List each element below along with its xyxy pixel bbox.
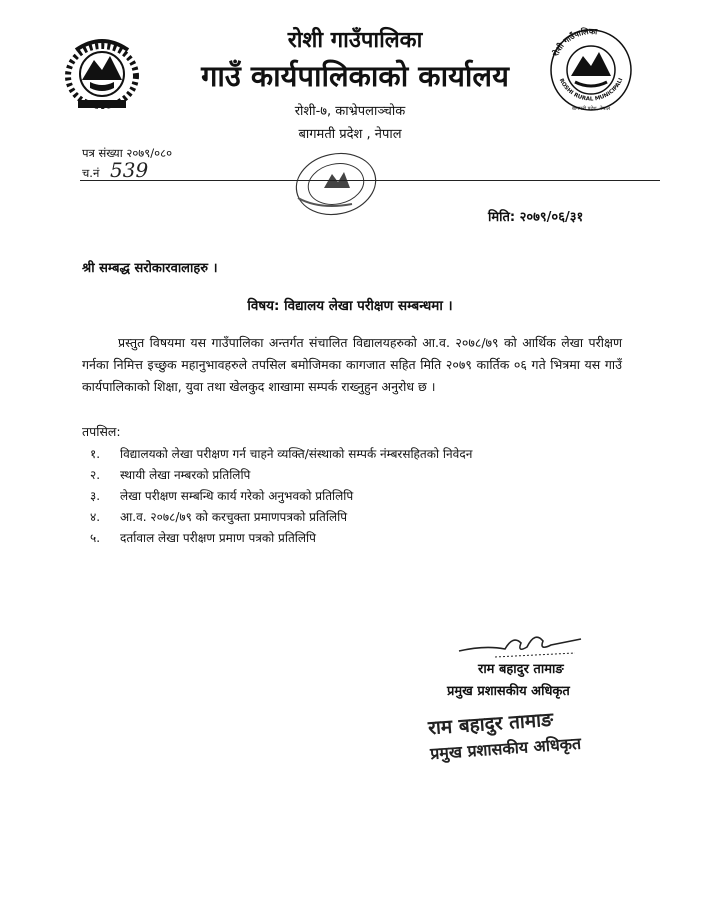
list-item bbox=[90, 465, 472, 486]
subject-line: विषय: विद्यालय लेखा परीक्षण सम्बन्धमा । bbox=[247, 298, 453, 314]
attachments-title: तपसिल: bbox=[82, 424, 121, 439]
municipality-logo bbox=[545, 20, 637, 114]
list-item-number: १. bbox=[90, 447, 101, 461]
office-stamp bbox=[290, 148, 382, 218]
list-item-text: आ.व. २०७८/७९ को करचुक्ता प्रमाणपत्रको प्रतिलिपि bbox=[120, 510, 348, 524]
right-logo-bottom-text: ROSHI RURAL MUNICIPALI bbox=[557, 77, 625, 103]
title-seal: प्रमुख प्रशासकीय अधिकृत bbox=[429, 733, 582, 764]
dispatch-label: च.नं bbox=[82, 166, 100, 180]
list-item-number: ३. bbox=[90, 489, 101, 503]
list-item bbox=[90, 486, 472, 507]
list-item bbox=[90, 444, 472, 465]
right-logo-top-text: रोशी गाउँपालिका bbox=[551, 26, 598, 58]
list-item bbox=[90, 528, 472, 549]
letter-number: पत्र संख्या २०७९/०८० bbox=[82, 146, 173, 160]
right-logo-small-text: बागमती प्रदेश, नेपाल bbox=[571, 106, 611, 112]
recipient: श्री सम्बद्ध सरोकारवालाहरु । bbox=[82, 261, 218, 276]
office-name: रोशी गाउँपालिका bbox=[287, 28, 423, 53]
letter-date: मिति: २०७९/०६/३१ bbox=[488, 210, 584, 225]
attachments-list bbox=[90, 444, 472, 549]
government-emblem-logo bbox=[58, 30, 146, 114]
list-item bbox=[90, 507, 472, 528]
list-item-text: स्थायी लेखा नम्बरको प्रतिलिपि bbox=[120, 468, 251, 482]
list-item-number: ४. bbox=[90, 510, 101, 524]
body-paragraph: प्रस्तुत विषयमा यस गाउँपालिका अन्तर्गत संचालित विद्यालयहरुको आ.व. २०७८/७९ को आर्थिक लेखा परीक्षण गर्नका निमित्त इच्छुक महानुभावहरुले तपसिल बमोजिमका कागजात सहित मिति २०७९ कार्तिक ०६ गते भित्रमा यस गाउँ कार्यपालिकाको शिक्षा, युवा तथा खेलकुद शाखामा सम्पर्क राख्नुहुन अनुरोध छ । bbox=[82, 335, 622, 394]
list-item-text: दर्तावाल लेखा परीक्षण प्रमाण पत्रको प्रतिलिपि bbox=[120, 531, 316, 545]
address-line-2: बागमती प्रदेश , नेपाल bbox=[298, 127, 402, 142]
list-item-number: २. bbox=[90, 468, 101, 482]
address-line-1: रोशी-७, काभ्रेपलाञ्चोक bbox=[294, 104, 406, 119]
name-seal: राम बहादुर तामाङ bbox=[427, 708, 554, 740]
dispatch-number-handwritten: 539 bbox=[110, 158, 149, 182]
list-item-number: ५. bbox=[90, 531, 101, 545]
signatory-name: राम बहादुर तामाङ bbox=[478, 662, 564, 677]
list-item-text: विद्यालयको लेखा परीक्षण गर्न चाहने व्यक्ति/संस्थाको सम्पर्क नंम्बरसहितको निवेदन bbox=[120, 447, 473, 461]
list-item-text: लेखा परीक्षण सम्बन्धि कार्य गरेको अनुभवको प्रतिलिपि bbox=[120, 489, 354, 503]
signatory-title: प्रमुख प्रशासकीय अधिकृत bbox=[447, 684, 570, 699]
office-subtitle: गाउँ कार्यपालिकाको कार्यालय bbox=[201, 59, 509, 93]
header-divider bbox=[80, 180, 660, 181]
handwritten-signature bbox=[455, 623, 585, 663]
